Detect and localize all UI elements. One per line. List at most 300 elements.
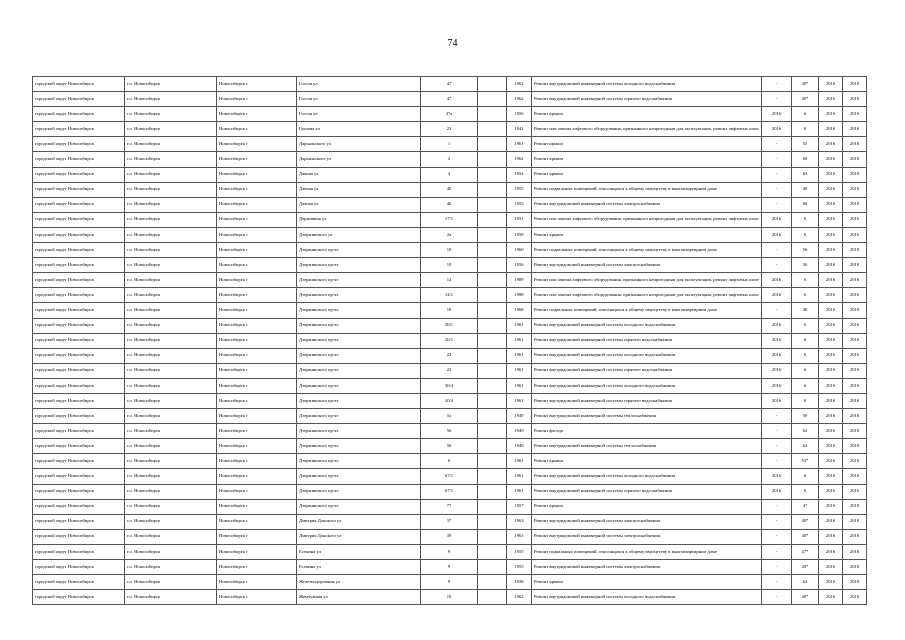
plan-year-cell: -: [762, 514, 792, 529]
settlement-cell: г.о. Новосибирск: [125, 182, 217, 197]
plan-year-cell: 2016: [762, 227, 792, 242]
building-cell: [478, 575, 507, 590]
start-year-cell: 2016: [819, 303, 843, 318]
table-row: [33, 107, 867, 122]
street-cell: Дмитрия Донского ул: [297, 514, 421, 529]
settlement-cell: г.о. Новосибирск: [125, 529, 217, 544]
table-row: [33, 378, 867, 393]
work-type-cell: Ремонт внутридомовой инженерной системы электроснабжения: [532, 258, 762, 273]
work-type-cell: Ремонт внутридомовой инженерной системы теплоснабжения: [532, 409, 762, 424]
street-cell: Дзержинского пр-кт: [297, 424, 421, 439]
municipality-cell: городской округ Новосибирск: [33, 575, 125, 590]
building-cell: [478, 77, 507, 92]
locality-cell: Новосибирск г: [217, 243, 297, 258]
year-cell: 1968: [507, 303, 532, 318]
wear-cell: 47: [792, 499, 819, 514]
settlement-cell: г.о. Новосибирск: [125, 197, 217, 212]
wear-cell: 48: [792, 182, 819, 197]
locality-cell: Новосибирск г: [217, 258, 297, 273]
house-cell: 2а: [421, 227, 478, 242]
start-year-cell: 2016: [819, 258, 843, 273]
end-year-cell: 2016: [843, 469, 867, 484]
municipality-cell: городской округ Новосибирск: [33, 122, 125, 137]
house-cell: 10: [421, 243, 478, 258]
table-row: [33, 439, 867, 454]
end-year-cell: 2018: [843, 303, 867, 318]
municipality-cell: городской округ Новосибирск: [33, 424, 125, 439]
building-cell: [478, 544, 507, 559]
street-cell: Дзержинского пр-кт: [297, 273, 421, 288]
wear-cell: 40*: [792, 529, 819, 544]
table-row: [33, 303, 867, 318]
building-cell: [478, 348, 507, 363]
wear-cell: 40*: [792, 92, 819, 107]
locality-cell: Новосибирск г: [217, 92, 297, 107]
settlement-cell: г.о. Новосибирск: [125, 544, 217, 559]
municipality-cell: городской округ Новосибирск: [33, 197, 125, 212]
start-year-cell: 2016: [819, 590, 843, 605]
end-year-cell: 2016: [843, 484, 867, 499]
building-cell: [478, 182, 507, 197]
settlement-cell: г.о. Новосибирск: [125, 243, 217, 258]
work-type-cell: Ремонт внутридомовой инженерной системы холодного водоснабжения: [532, 348, 762, 363]
table-row: [33, 152, 867, 167]
start-year-cell: 2016: [819, 152, 843, 167]
table-row: [33, 424, 867, 439]
wear-cell: 6: [792, 378, 819, 393]
locality-cell: Новосибирск г: [217, 182, 297, 197]
house-cell: 37: [421, 514, 478, 529]
year-cell: 1949: [507, 439, 532, 454]
wear-cell: 65: [792, 167, 819, 182]
start-year-cell: 2016: [819, 484, 843, 499]
settlement-cell: г.о. Новосибирск: [125, 212, 217, 227]
work-type-cell: Ремонт внутридомовой инженерной системы горячего водоснабжения: [532, 92, 762, 107]
end-year-cell: 2018: [843, 167, 867, 182]
house-cell: 30/4: [421, 378, 478, 393]
work-type-cell: Ремонт крыши: [532, 227, 762, 242]
settlement-cell: г.о. Новосибирск: [125, 409, 217, 424]
wear-cell: 59: [792, 409, 819, 424]
settlement-cell: г.о. Новосибирск: [125, 167, 217, 182]
settlement-cell: г.о. Новосибирск: [125, 137, 217, 152]
house-cell: 10: [421, 258, 478, 273]
building-cell: [478, 424, 507, 439]
table-row: [33, 318, 867, 333]
start-year-cell: 2016: [819, 107, 843, 122]
year-cell: 1961: [507, 318, 532, 333]
end-year-cell: 2018: [843, 409, 867, 424]
house-cell: 18: [421, 303, 478, 318]
locality-cell: Новосибирск г: [217, 529, 297, 544]
end-year-cell: 2016: [843, 122, 867, 137]
plan-year-cell: -: [762, 243, 792, 258]
end-year-cell: 2016: [843, 288, 867, 303]
street-cell: Есенина ул: [297, 544, 421, 559]
locality-cell: Новосибирск г: [217, 560, 297, 575]
house-cell: 9: [421, 575, 478, 590]
building-cell: [478, 122, 507, 137]
plan-year-cell: -: [762, 544, 792, 559]
municipality-cell: городской округ Новосибирск: [33, 409, 125, 424]
street-cell: Дзержинского пр-кт: [297, 333, 421, 348]
plan-year-cell: -: [762, 454, 792, 469]
table-row: [33, 499, 867, 514]
municipality-cell: городской округ Новосибирск: [33, 227, 125, 242]
building-cell: [478, 288, 507, 303]
start-year-cell: 2016: [819, 454, 843, 469]
start-year-cell: 2016: [819, 469, 843, 484]
house-cell: 9: [421, 560, 478, 575]
municipality-cell: городской округ Новосибирск: [33, 499, 125, 514]
work-type-cell: Ремонт внутридомовой инженерной системы электроснабжения: [532, 197, 762, 212]
plan-year-cell: 2016: [762, 378, 792, 393]
work-type-cell: Ремонт крыши: [532, 575, 762, 590]
house-cell: 67/1: [421, 484, 478, 499]
wear-cell: 62: [792, 575, 819, 590]
work-type-cell: Ремонт или замена лифтового оборудования, признанного непригодным для эксплуатации, ремонт лифтовых шахт: [532, 273, 762, 288]
work-type-cell: Ремонт внутридомовой инженерной системы электроснабжения: [532, 529, 762, 544]
house-cell: 1: [421, 137, 478, 152]
plan-year-cell: 2016: [762, 288, 792, 303]
start-year-cell: 2016: [819, 137, 843, 152]
locality-cell: Новосибирск г: [217, 273, 297, 288]
locality-cell: Новосибирск г: [217, 77, 297, 92]
municipality-cell: городской округ Новосибирск: [33, 348, 125, 363]
settlement-cell: г.о. Новосибирск: [125, 227, 217, 242]
end-year-cell: 2018: [843, 514, 867, 529]
start-year-cell: 2016: [819, 575, 843, 590]
plan-year-cell: -: [762, 258, 792, 273]
street-cell: Дзержинского пр-кт: [297, 348, 421, 363]
start-year-cell: 2016: [819, 212, 843, 227]
year-cell: 1955: [507, 544, 532, 559]
plan-year-cell: -: [762, 590, 792, 605]
plan-year-cell: 2016: [762, 212, 792, 227]
table-row: [33, 363, 867, 378]
table-row: [33, 77, 867, 92]
work-type-cell: Ремонт внутридомовой инженерной системы горячего водоснабжения: [532, 484, 762, 499]
street-cell: Дарьяльского ул: [297, 152, 421, 167]
work-type-cell: Ремонт крыши: [532, 152, 762, 167]
year-cell: 1961: [507, 333, 532, 348]
table-row: [33, 227, 867, 242]
municipality-cell: городской округ Новосибирск: [33, 469, 125, 484]
wear-cell: 40*: [792, 590, 819, 605]
house-cell: 23: [421, 122, 478, 137]
year-cell: 1955: [507, 197, 532, 212]
street-cell: Дачная ул: [297, 182, 421, 197]
wear-cell: 62: [792, 424, 819, 439]
plan-year-cell: -: [762, 152, 792, 167]
locality-cell: Новосибирск г: [217, 167, 297, 182]
end-year-cell: 2018: [843, 499, 867, 514]
start-year-cell: 2016: [819, 499, 843, 514]
wear-cell: 60: [792, 152, 819, 167]
start-year-cell: 2016: [819, 424, 843, 439]
building-cell: [478, 378, 507, 393]
municipality-cell: городской округ Новосибирск: [33, 167, 125, 182]
street-cell: Гоголя ул: [297, 107, 421, 122]
locality-cell: Новосибирск г: [217, 122, 297, 137]
end-year-cell: 2018: [843, 197, 867, 212]
end-year-cell: 2016: [843, 107, 867, 122]
settlement-cell: г.о. Новосибирск: [125, 92, 217, 107]
street-cell: Дзержинского пр-кт: [297, 499, 421, 514]
house-cell: 56: [421, 424, 478, 439]
table-row: [33, 197, 867, 212]
plan-year-cell: -: [762, 575, 792, 590]
table-row: [33, 514, 867, 529]
building-cell: [478, 529, 507, 544]
house-cell: 47: [421, 92, 478, 107]
work-type-cell: Ремонт внутридомовой инженерной системы горячего водоснабжения: [532, 333, 762, 348]
house-cell: 47а: [421, 107, 478, 122]
end-year-cell: 2016: [843, 212, 867, 227]
street-cell: Дарьяльского ул: [297, 137, 421, 152]
house-cell: 4: [421, 167, 478, 182]
building-cell: [478, 273, 507, 288]
settlement-cell: г.о. Новосибирск: [125, 484, 217, 499]
settlement-cell: г.о. Новосибирск: [125, 107, 217, 122]
table-row: [33, 212, 867, 227]
municipality-cell: городской округ Новосибирск: [33, 77, 125, 92]
wear-cell: 6: [792, 288, 819, 303]
locality-cell: Новосибирск г: [217, 288, 297, 303]
year-cell: 1961: [507, 137, 532, 152]
work-type-cell: Ремонт внутридомовой инженерной системы холодного водоснабжения: [532, 318, 762, 333]
start-year-cell: 2016: [819, 363, 843, 378]
settlement-cell: г.о. Новосибирск: [125, 348, 217, 363]
house-cell: 67/1: [421, 469, 478, 484]
plan-year-cell: 2016: [762, 318, 792, 333]
wear-cell: 47*: [792, 544, 819, 559]
building-cell: [478, 499, 507, 514]
street-cell: Грозова ул: [297, 122, 421, 137]
locality-cell: Новосибирск г: [217, 499, 297, 514]
end-year-cell: 2018: [843, 454, 867, 469]
table-row: [33, 409, 867, 424]
street-cell: Дзержинского пр-кт: [297, 469, 421, 484]
year-cell: 1962: [507, 590, 532, 605]
end-year-cell: 2016: [843, 273, 867, 288]
wear-cell: 6: [792, 122, 819, 137]
house-cell: 46: [421, 197, 478, 212]
end-year-cell: 2018: [843, 424, 867, 439]
municipality-cell: городской округ Новосибирск: [33, 378, 125, 393]
building-cell: [478, 560, 507, 575]
wear-cell: 6: [792, 273, 819, 288]
year-cell: 1957: [507, 499, 532, 514]
year-cell: 1956: [507, 107, 532, 122]
table-row: [33, 92, 867, 107]
plan-year-cell: 2016: [762, 107, 792, 122]
year-cell: 1954: [507, 167, 532, 182]
year-cell: 1961: [507, 378, 532, 393]
house-cell: 47: [421, 77, 478, 92]
house-cell: 22: [421, 348, 478, 363]
plan-year-cell: 2016: [762, 348, 792, 363]
table-body: [33, 77, 867, 605]
street-cell: Дзержинского пр-кт: [297, 454, 421, 469]
municipality-cell: городской округ Новосибирск: [33, 288, 125, 303]
building-cell: [478, 393, 507, 408]
building-cell: [478, 92, 507, 107]
wear-cell: 55: [792, 137, 819, 152]
municipality-cell: городской округ Новосибирск: [33, 303, 125, 318]
building-cell: [478, 469, 507, 484]
table-row: [33, 137, 867, 152]
work-type-cell: Ремонт внутридомовой инженерной системы холодного водоснабжения: [532, 469, 762, 484]
work-type-cell: Ремонт внутридомовой инженерной системы горячего водоснабжения: [532, 393, 762, 408]
locality-cell: Новосибирск г: [217, 227, 297, 242]
capital-repair-table: [32, 76, 867, 605]
building-cell: [478, 137, 507, 152]
end-year-cell: 2018: [843, 529, 867, 544]
end-year-cell: 2018: [843, 560, 867, 575]
work-type-cell: Ремонт внутридомовой инженерной системы горячего водоснабжения: [532, 363, 762, 378]
table-row: [33, 288, 867, 303]
work-type-cell: Ремонт крыши: [532, 499, 762, 514]
building-cell: [478, 227, 507, 242]
table-row: [33, 469, 867, 484]
municipality-cell: городской округ Новосибирск: [33, 439, 125, 454]
wear-cell: 56: [792, 243, 819, 258]
end-year-cell: 2016: [843, 363, 867, 378]
plan-year-cell: 2016: [762, 393, 792, 408]
wear-cell: 6: [792, 212, 819, 227]
table-row: [33, 333, 867, 348]
wear-cell: 53*: [792, 454, 819, 469]
wear-cell: 6: [792, 469, 819, 484]
settlement-cell: г.о. Новосибирск: [125, 439, 217, 454]
municipality-cell: городской округ Новосибирск: [33, 258, 125, 273]
table-row: [33, 182, 867, 197]
plan-year-cell: -: [762, 424, 792, 439]
year-cell: 1949: [507, 424, 532, 439]
table-row: [33, 529, 867, 544]
year-cell: 1956: [507, 258, 532, 273]
locality-cell: Новосибирск г: [217, 590, 297, 605]
municipality-cell: городской округ Новосибирск: [33, 137, 125, 152]
wear-cell: 40*: [792, 77, 819, 92]
house-cell: 20/1: [421, 318, 478, 333]
end-year-cell: 2018: [843, 243, 867, 258]
street-cell: Дзержинского пр-кт: [297, 258, 421, 273]
wear-cell: 48: [792, 303, 819, 318]
work-type-cell: Ремонт или замена лифтового оборудования, признанного непригодным для эксплуатации, ремонт лифтовых шахт: [532, 122, 762, 137]
locality-cell: Новосибирск г: [217, 333, 297, 348]
plan-year-cell: -: [762, 499, 792, 514]
municipality-cell: городской округ Новосибирск: [33, 590, 125, 605]
work-type-cell: Ремонт внутридомовой инженерной системы холодного водоснабжения: [532, 590, 762, 605]
house-cell: 14/1: [421, 288, 478, 303]
year-cell: 1961: [507, 469, 532, 484]
end-year-cell: 2018: [843, 182, 867, 197]
municipality-cell: городской округ Новосибирск: [33, 529, 125, 544]
street-cell: Дзержинского пр-кт: [297, 378, 421, 393]
end-year-cell: 2018: [843, 152, 867, 167]
table-row: [33, 243, 867, 258]
settlement-cell: г.о. Новосибирск: [125, 333, 217, 348]
street-cell: Есенина ул: [297, 560, 421, 575]
work-type-cell: Ремонт крыши: [532, 137, 762, 152]
building-cell: [478, 152, 507, 167]
plan-year-cell: 2016: [762, 363, 792, 378]
start-year-cell: 2016: [819, 409, 843, 424]
wear-cell: 6: [792, 363, 819, 378]
work-type-cell: Ремонт крыши: [532, 167, 762, 182]
year-cell: 1931: [507, 212, 532, 227]
municipality-cell: городской округ Новосибирск: [33, 333, 125, 348]
work-type-cell: Ремонт внутридомовой инженерной системы теплоснабжения: [532, 439, 762, 454]
municipality-cell: городской округ Новосибирск: [33, 152, 125, 167]
building-cell: [478, 409, 507, 424]
plan-year-cell: -: [762, 92, 792, 107]
plan-year-cell: -: [762, 303, 792, 318]
municipality-cell: городской округ Новосибирск: [33, 92, 125, 107]
settlement-cell: г.о. Новосибирск: [125, 152, 217, 167]
end-year-cell: 2016: [843, 227, 867, 242]
plan-year-cell: -: [762, 167, 792, 182]
start-year-cell: 2016: [819, 77, 843, 92]
wear-cell: 6: [792, 318, 819, 333]
work-type-cell: Ремонт крыши: [532, 454, 762, 469]
house-cell: 77: [421, 499, 478, 514]
work-type-cell: Ремонт подвальных помещений, относящихся к общему имуществу в многоквартирном доме: [532, 182, 762, 197]
house-cell: 5а: [421, 409, 478, 424]
year-cell: 1961: [507, 363, 532, 378]
plan-year-cell: 2016: [762, 484, 792, 499]
building-cell: [478, 484, 507, 499]
building-cell: [478, 590, 507, 605]
start-year-cell: 2016: [819, 288, 843, 303]
house-cell: 6: [421, 454, 478, 469]
settlement-cell: г.о. Новосибирск: [125, 363, 217, 378]
start-year-cell: 2016: [819, 560, 843, 575]
street-cell: Державина ул: [297, 212, 421, 227]
municipality-cell: городской округ Новосибирск: [33, 182, 125, 197]
end-year-cell: 2018: [843, 575, 867, 590]
locality-cell: Новосибирск г: [217, 469, 297, 484]
building-cell: [478, 167, 507, 182]
wear-cell: 6: [792, 348, 819, 363]
plan-year-cell: 2016: [762, 469, 792, 484]
start-year-cell: 2016: [819, 182, 843, 197]
plan-year-cell: -: [762, 182, 792, 197]
settlement-cell: г.о. Новосибирск: [125, 560, 217, 575]
table-row: [33, 348, 867, 363]
wear-cell: 49*: [792, 560, 819, 575]
work-type-cell: Ремонт или замена лифтового оборудования, признанного непригодным для эксплуатации, ремонт лифтовых шахт: [532, 288, 762, 303]
wear-cell: 6: [792, 227, 819, 242]
street-cell: Дзержинского пр-кт: [297, 303, 421, 318]
street-cell: Дзержинского пр-кт: [297, 409, 421, 424]
wear-cell: 6: [792, 393, 819, 408]
start-year-cell: 2016: [819, 273, 843, 288]
work-type-cell: Ремонт крыши: [532, 107, 762, 122]
municipality-cell: городской округ Новосибирск: [33, 544, 125, 559]
street-cell: Гоголя ул: [297, 92, 421, 107]
municipality-cell: городской округ Новосибирск: [33, 107, 125, 122]
year-cell: 1963: [507, 514, 532, 529]
plan-year-cell: -: [762, 439, 792, 454]
end-year-cell: 2016: [843, 333, 867, 348]
locality-cell: Новосибирск г: [217, 363, 297, 378]
year-cell: 1958: [507, 227, 532, 242]
municipality-cell: городской округ Новосибирск: [33, 484, 125, 499]
start-year-cell: 2016: [819, 544, 843, 559]
